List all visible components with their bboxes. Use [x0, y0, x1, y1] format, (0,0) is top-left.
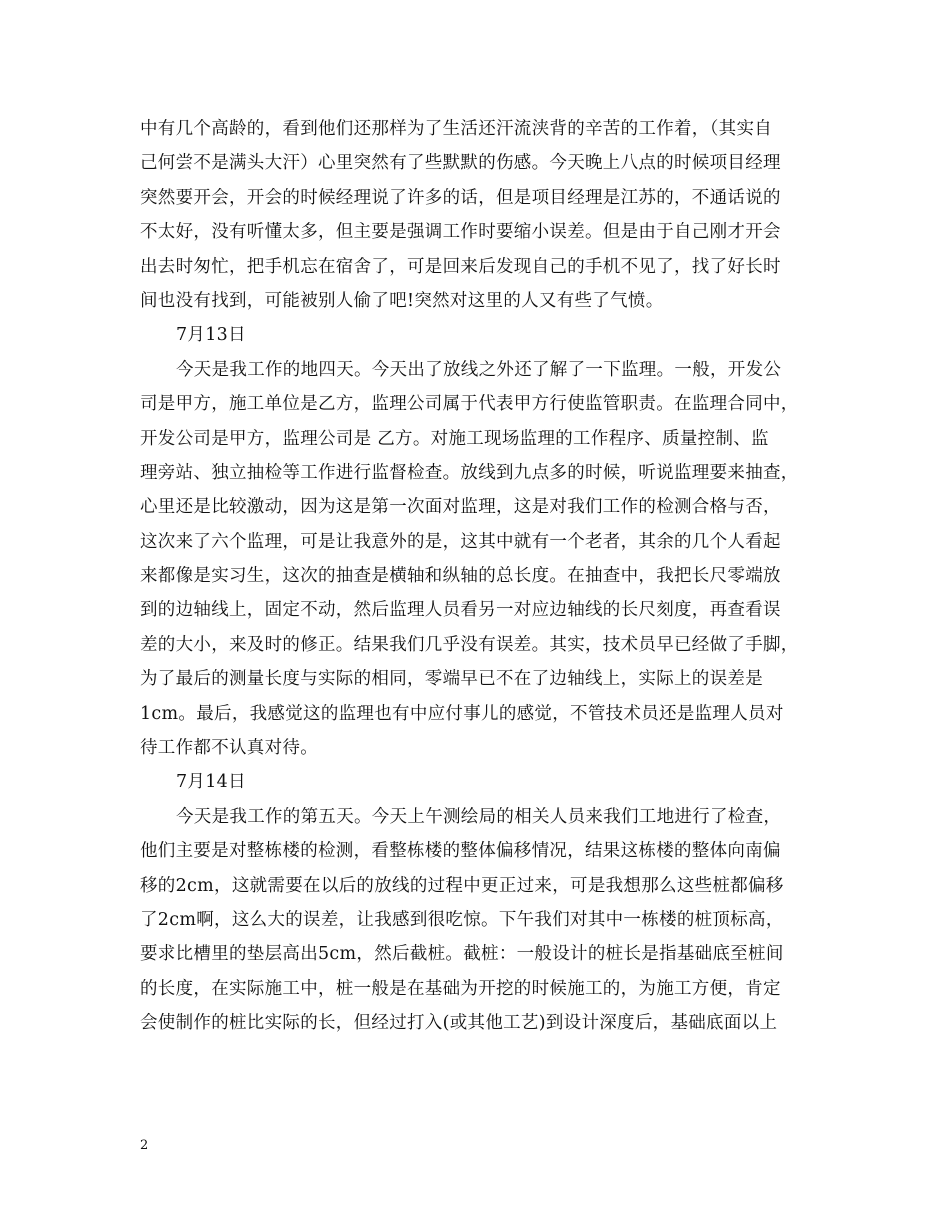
date-heading: 7月13日: [176, 325, 246, 346]
text-line: 1cm。最后，我感觉这的监理也有中应付事儿的感觉，不管技术员还是监理人员对: [140, 703, 784, 724]
text-line: 不太好，没有听懂太多，但主要是强调工作时要缩小误差。但是由于自己刚才开会: [140, 222, 781, 243]
text-line: 心里还是比较激动，因为这是第一次面对监理，这是对我们工作的检测合格与否，: [140, 497, 781, 518]
text-line: 来都像是实习生，这次的抽查是横轴和纵轴的总长度。在抽查中，我把长尺零端放: [140, 566, 781, 587]
text-line: 司是甲方，施工单位是乙方，监理公司属于代表甲方行使监管职责。在监理合同中，: [140, 394, 799, 415]
text-line: 开发公司是甲方，监理公司是 乙方。对施工现场监理的工作程序、质量控制、监: [140, 428, 769, 449]
text-line: 理旁站、独立抽检等工作进行监督检查。放线到九点多的时候，听说监理要来抽查，: [140, 462, 799, 483]
text-line: 待工作都不认真对待。: [140, 738, 318, 759]
text-line: 的长度，在实际施工中，桩一般是在基础为开挖的时候施工的，为施工方便，肯定: [140, 978, 781, 999]
text-line: 到的边轴线上，固定不动，然后监理人员看另一对应边轴线的长尺刻度，再查看误: [140, 600, 781, 621]
text-line: 要求比槽里的垫层高出5cm，然后截桩。截桩：一般设计的桩长是指基础底至桩间: [140, 944, 784, 965]
text-line: 间也没有找到，可能被别人偷了吧!突然对这里的人又有些了气愤。: [140, 290, 664, 311]
text-line: 出去时匆忙，把手机忘在宿舍了，可是回来后发现自己的手机不见了，找了好长时: [140, 256, 781, 277]
text-line: 了2cm啊，这么大的误差，让我感到很吃惊。下午我们对其中一栋楼的桩顶标高，: [140, 909, 784, 930]
text-line: 移的2cm，这就需要在以后的放线的过程中更正过来，可是我想那么这些桩都偏移: [140, 875, 784, 896]
text-line: 今天是我工作的地四天。今天出了放线之外还了解了一下监理。一般，开发公: [176, 359, 782, 380]
page-number: 2: [140, 1138, 149, 1153]
text-line: 中有几个高龄的，看到他们还那样为了生活还汗流浃背的辛苦的工作着，（其实自: [140, 119, 773, 139]
body-text: [140, 112, 820, 1041]
text-line: 这次来了六个监理，可是让我意外的是，这其中就有一个老者，其余的几个人看起: [140, 531, 781, 552]
text-line: 今天是我工作的第五天。今天上午测绘局的相关人员来我们工地进行了检查，: [176, 806, 782, 827]
text-line: 他们主要是对整栋楼的检测，看整栋楼的整体偏移情况，结果这栋楼的整体向南偏: [140, 841, 781, 862]
text-line: 会使制作的桩比实际的长，但经过打入(或其他工艺)到设计深度后，基础底面以上: [140, 1013, 778, 1034]
text-line: 差的大小，来及时的修正。结果我们几乎没有误差。其实，技术员早已经做了手脚，: [140, 634, 799, 655]
text-line: 己何尝不是满头大汗）心里突然有了些默默的伤感。今天晚上八点的时候项目经理: [140, 153, 781, 174]
date-heading: 7月14日: [176, 772, 246, 793]
text-line: 突然要开会，开会的时候经理说了许多的话，但是项目经理是江苏的，不通话说的: [140, 187, 781, 208]
text-line: 为了最后的测量长度与实际的相同，零端早已不在了边轴线上，实际上的误差是: [140, 669, 763, 690]
